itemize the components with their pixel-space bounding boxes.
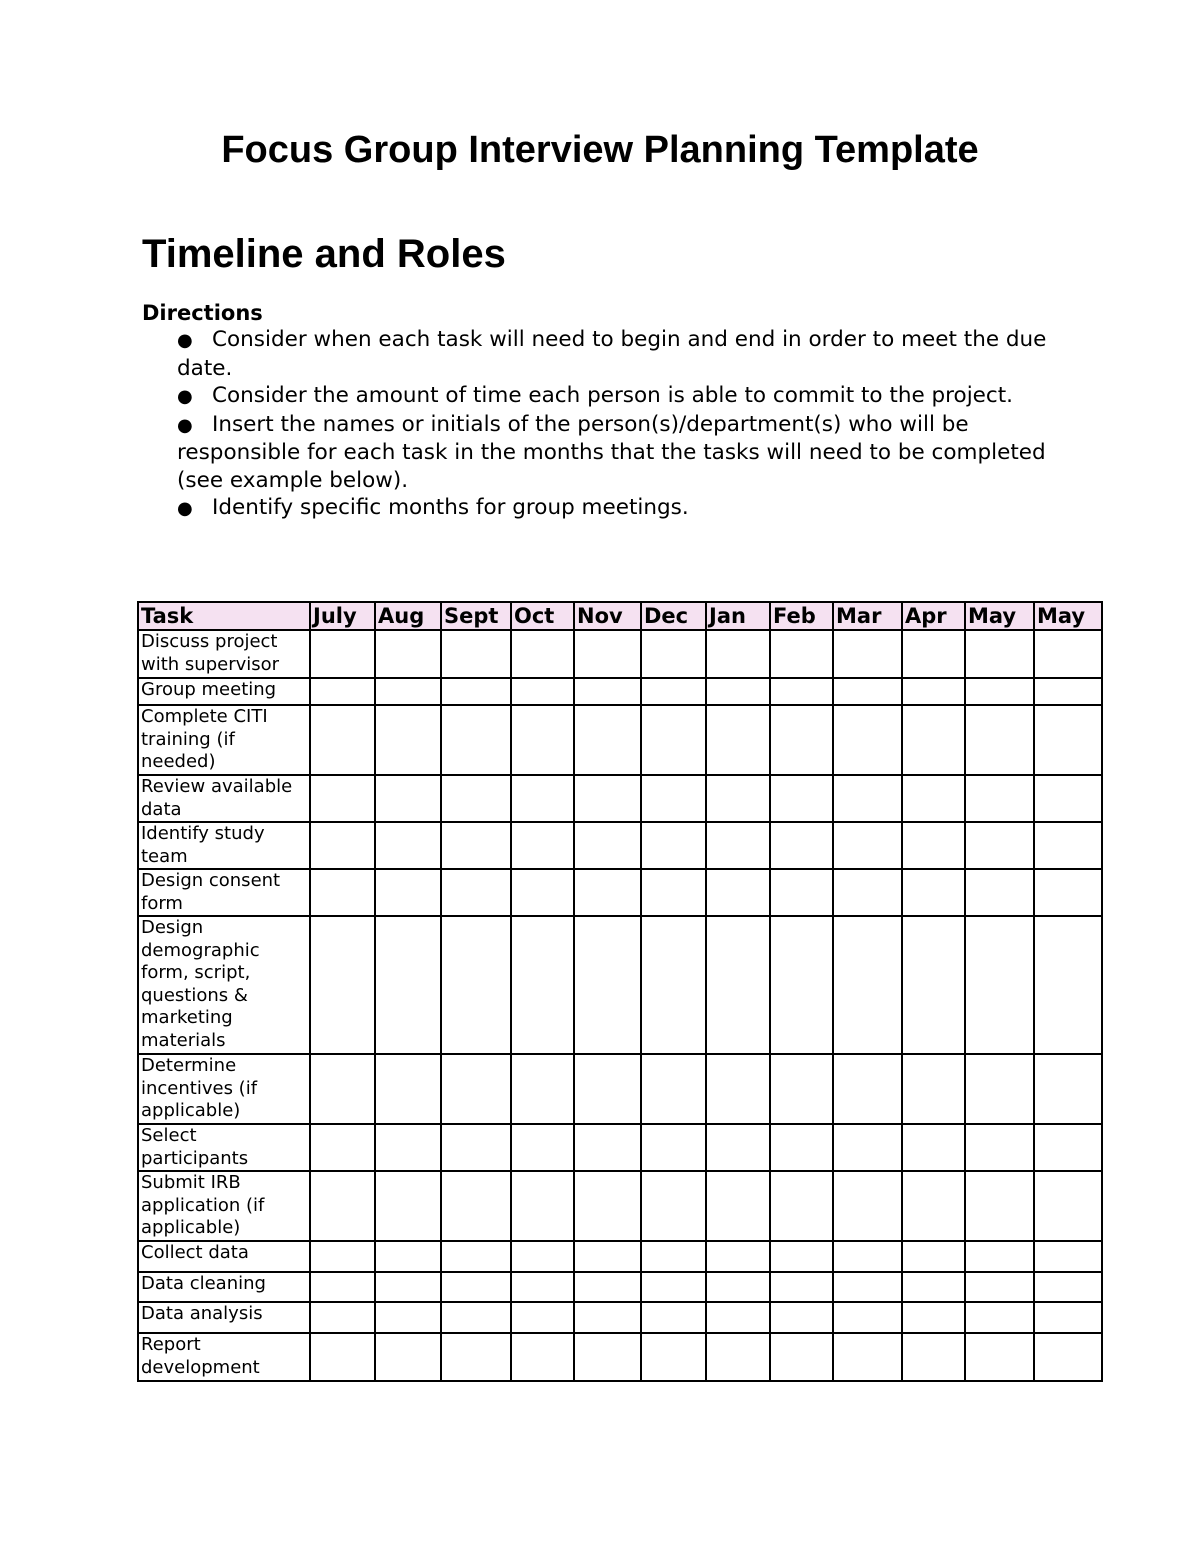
month-entry-cell[interactable] bbox=[574, 916, 641, 1054]
month-entry-cell[interactable] bbox=[641, 1333, 706, 1381]
month-entry-cell[interactable] bbox=[965, 1272, 1034, 1302]
table-row bbox=[138, 822, 1102, 869]
month-entry-cell[interactable] bbox=[770, 822, 833, 869]
month-entry-cell[interactable] bbox=[574, 1171, 641, 1241]
month-entry-cell[interactable] bbox=[965, 869, 1034, 916]
month-entry-cell[interactable] bbox=[902, 1054, 965, 1124]
month-header: Nov bbox=[574, 602, 641, 630]
month-header: Aug bbox=[375, 602, 441, 630]
month-entry-cell[interactable] bbox=[706, 916, 770, 1054]
month-entry-cell[interactable] bbox=[641, 705, 706, 775]
month-entry-cell[interactable] bbox=[310, 1124, 375, 1171]
month-entry-cell[interactable] bbox=[770, 1302, 833, 1333]
month-entry-cell[interactable] bbox=[511, 869, 574, 916]
month-entry-cell[interactable] bbox=[511, 678, 574, 705]
month-entry-cell[interactable] bbox=[833, 1241, 902, 1272]
task-name-cell: Group meeting bbox=[138, 678, 310, 705]
month-header: Sept bbox=[441, 602, 511, 630]
direction-item bbox=[177, 494, 1057, 523]
month-entry-cell[interactable] bbox=[574, 1272, 641, 1302]
month-entry-cell[interactable] bbox=[310, 916, 375, 1054]
month-entry-cell[interactable] bbox=[310, 822, 375, 869]
table-row bbox=[138, 678, 1102, 705]
section-heading: Timeline and Roles bbox=[142, 232, 506, 276]
bullet-icon: ● bbox=[177, 414, 193, 436]
month-entry-cell[interactable] bbox=[965, 1333, 1034, 1381]
month-entry-cell[interactable] bbox=[574, 1241, 641, 1272]
month-entry-cell[interactable] bbox=[574, 1302, 641, 1333]
month-entry-cell[interactable] bbox=[375, 1241, 441, 1272]
month-entry-cell[interactable] bbox=[706, 822, 770, 869]
month-entry-cell[interactable] bbox=[310, 678, 375, 705]
bullet-icon: ● bbox=[177, 498, 193, 519]
month-entry-cell[interactable] bbox=[375, 1272, 441, 1302]
month-entry-cell[interactable] bbox=[965, 1302, 1034, 1333]
month-entry-cell[interactable] bbox=[706, 1054, 770, 1124]
month-entry-cell[interactable] bbox=[375, 916, 441, 1054]
table-row bbox=[138, 1302, 1102, 1333]
month-entry-cell[interactable] bbox=[441, 1171, 511, 1241]
month-entry-cell[interactable] bbox=[641, 775, 706, 822]
month-entry-cell[interactable] bbox=[770, 1333, 833, 1381]
month-entry-cell[interactable] bbox=[574, 775, 641, 822]
month-entry-cell[interactable] bbox=[1034, 1333, 1102, 1381]
month-entry-cell[interactable] bbox=[902, 1171, 965, 1241]
month-entry-cell[interactable] bbox=[441, 1302, 511, 1333]
month-entry-cell[interactable] bbox=[706, 1241, 770, 1272]
month-entry-cell[interactable] bbox=[574, 1054, 641, 1124]
month-entry-cell[interactable] bbox=[902, 822, 965, 869]
month-entry-cell[interactable] bbox=[833, 1333, 902, 1381]
task-name-cell: Discuss project with supervisor bbox=[138, 630, 310, 678]
task-name-cell: Data cleaning bbox=[138, 1272, 310, 1302]
month-entry-cell[interactable] bbox=[375, 1054, 441, 1124]
month-entry-cell[interactable] bbox=[706, 705, 770, 775]
month-entry-cell[interactable] bbox=[310, 1241, 375, 1272]
month-entry-cell[interactable] bbox=[641, 1124, 706, 1171]
month-header: Mar bbox=[833, 602, 902, 630]
table-row bbox=[138, 705, 1102, 775]
month-entry-cell[interactable] bbox=[441, 1333, 511, 1381]
month-entry-cell[interactable] bbox=[310, 630, 375, 678]
table-row bbox=[138, 1272, 1102, 1302]
task-name-cell: Identify study team bbox=[138, 822, 310, 869]
month-entry-cell[interactable] bbox=[706, 1302, 770, 1333]
month-entry-cell[interactable] bbox=[375, 705, 441, 775]
month-entry-cell[interactable] bbox=[965, 630, 1034, 678]
month-entry-cell[interactable] bbox=[770, 1241, 833, 1272]
month-entry-cell[interactable] bbox=[770, 1272, 833, 1302]
month-header: Feb bbox=[770, 602, 833, 630]
month-entry-cell[interactable] bbox=[706, 630, 770, 678]
month-entry-cell[interactable] bbox=[574, 1333, 641, 1381]
month-entry-cell[interactable] bbox=[706, 1171, 770, 1241]
table-row bbox=[138, 775, 1102, 822]
month-entry-cell[interactable] bbox=[310, 1272, 375, 1302]
month-entry-cell[interactable] bbox=[965, 1124, 1034, 1171]
month-entry-cell[interactable] bbox=[965, 1171, 1034, 1241]
month-entry-cell[interactable] bbox=[902, 1272, 965, 1302]
task-name-cell: Determine incentives (if applicable) bbox=[138, 1054, 310, 1124]
month-entry-cell[interactable] bbox=[1034, 869, 1102, 916]
month-entry-cell[interactable] bbox=[310, 1302, 375, 1333]
month-entry-cell[interactable] bbox=[511, 1272, 574, 1302]
direction-text: Identify specific months for group meetings. bbox=[212, 495, 689, 520]
month-entry-cell[interactable] bbox=[902, 916, 965, 1054]
task-name-cell: Complete CITI training (if needed) bbox=[138, 705, 310, 775]
month-entry-cell[interactable] bbox=[1034, 630, 1102, 678]
table-row bbox=[138, 1333, 1102, 1381]
month-entry-cell[interactable] bbox=[902, 775, 965, 822]
month-entry-cell[interactable] bbox=[441, 705, 511, 775]
task-column-header: Task bbox=[138, 602, 310, 630]
task-name-cell: Submit IRB application (if applicable) bbox=[138, 1171, 310, 1241]
table-row bbox=[138, 869, 1102, 916]
table-row bbox=[138, 1124, 1102, 1171]
month-entry-cell[interactable] bbox=[833, 678, 902, 705]
month-header: July bbox=[310, 602, 375, 630]
month-entry-cell[interactable] bbox=[641, 916, 706, 1054]
month-entry-cell[interactable] bbox=[375, 1333, 441, 1381]
month-entry-cell[interactable] bbox=[706, 1124, 770, 1171]
month-entry-cell[interactable] bbox=[902, 705, 965, 775]
direction-text: Consider the amount of time each person is able to commit to the project. bbox=[212, 383, 1013, 408]
month-entry-cell[interactable] bbox=[965, 916, 1034, 1054]
month-entry-cell[interactable] bbox=[511, 1124, 574, 1171]
month-entry-cell[interactable] bbox=[511, 916, 574, 1054]
month-entry-cell[interactable] bbox=[1034, 916, 1102, 1054]
month-entry-cell[interactable] bbox=[1034, 1272, 1102, 1302]
month-entry-cell[interactable] bbox=[511, 775, 574, 822]
month-entry-cell[interactable] bbox=[1034, 678, 1102, 705]
month-entry-cell[interactable] bbox=[641, 869, 706, 916]
month-entry-cell[interactable] bbox=[511, 1333, 574, 1381]
month-entry-cell[interactable] bbox=[706, 678, 770, 705]
month-entry-cell[interactable] bbox=[770, 630, 833, 678]
month-entry-cell[interactable] bbox=[902, 1302, 965, 1333]
month-entry-cell[interactable] bbox=[441, 822, 511, 869]
month-entry-cell[interactable] bbox=[441, 1241, 511, 1272]
month-entry-cell[interactable] bbox=[375, 1124, 441, 1171]
month-entry-cell[interactable] bbox=[1034, 775, 1102, 822]
month-entry-cell[interactable] bbox=[706, 1272, 770, 1302]
month-header: May bbox=[1034, 602, 1102, 630]
document-title: Focus Group Interview Planning Template bbox=[221, 129, 979, 171]
month-entry-cell[interactable] bbox=[375, 869, 441, 916]
month-entry-cell[interactable] bbox=[902, 1241, 965, 1272]
month-entry-cell[interactable] bbox=[511, 1302, 574, 1333]
task-name-cell: Design demographic form, script, questions & marketing materials bbox=[138, 916, 310, 1054]
month-entry-cell[interactable] bbox=[641, 1272, 706, 1302]
month-entry-cell[interactable] bbox=[641, 822, 706, 869]
month-entry-cell[interactable] bbox=[641, 1241, 706, 1272]
month-entry-cell[interactable] bbox=[375, 1302, 441, 1333]
month-header: May bbox=[965, 602, 1034, 630]
direction-item bbox=[177, 382, 1057, 411]
table-row bbox=[138, 1241, 1102, 1272]
month-entry-cell[interactable] bbox=[770, 705, 833, 775]
month-entry-cell[interactable] bbox=[574, 705, 641, 775]
direction-text: Consider when each task will need to begin and end in order to meet the due date. bbox=[177, 327, 1047, 381]
month-entry-cell[interactable] bbox=[770, 1054, 833, 1124]
month-entry-cell[interactable] bbox=[641, 1054, 706, 1124]
month-entry-cell[interactable] bbox=[1034, 1171, 1102, 1241]
month-entry-cell[interactable] bbox=[1034, 705, 1102, 775]
month-entry-cell[interactable] bbox=[833, 1054, 902, 1124]
table-row bbox=[138, 1171, 1102, 1241]
month-entry-cell[interactable] bbox=[511, 630, 574, 678]
month-entry-cell[interactable] bbox=[770, 916, 833, 1054]
month-entry-cell[interactable] bbox=[770, 1171, 833, 1241]
month-entry-cell[interactable] bbox=[1034, 1124, 1102, 1171]
month-entry-cell[interactable] bbox=[574, 1124, 641, 1171]
month-entry-cell[interactable] bbox=[902, 869, 965, 916]
month-entry-cell[interactable] bbox=[965, 705, 1034, 775]
month-entry-cell[interactable] bbox=[375, 1171, 441, 1241]
table-row bbox=[138, 630, 1102, 678]
month-entry-cell[interactable] bbox=[833, 1272, 902, 1302]
month-entry-cell[interactable] bbox=[833, 916, 902, 1054]
month-entry-cell[interactable] bbox=[441, 775, 511, 822]
month-entry-cell[interactable] bbox=[441, 630, 511, 678]
month-entry-cell[interactable] bbox=[1034, 1241, 1102, 1272]
month-entry-cell[interactable] bbox=[574, 630, 641, 678]
month-entry-cell[interactable] bbox=[1034, 1302, 1102, 1333]
month-header: Oct bbox=[511, 602, 574, 630]
month-header: Apr bbox=[902, 602, 965, 630]
month-entry-cell[interactable] bbox=[641, 1171, 706, 1241]
month-entry-cell[interactable] bbox=[965, 822, 1034, 869]
month-entry-cell[interactable] bbox=[441, 869, 511, 916]
month-entry-cell[interactable] bbox=[375, 630, 441, 678]
month-entry-cell[interactable] bbox=[511, 705, 574, 775]
month-entry-cell[interactable] bbox=[833, 1171, 902, 1241]
month-entry-cell[interactable] bbox=[310, 1171, 375, 1241]
month-entry-cell[interactable] bbox=[965, 678, 1034, 705]
month-entry-cell[interactable] bbox=[1034, 1054, 1102, 1124]
table-body bbox=[138, 630, 1102, 1381]
month-entry-cell[interactable] bbox=[902, 1124, 965, 1171]
month-entry-cell[interactable] bbox=[375, 822, 441, 869]
month-entry-cell[interactable] bbox=[641, 678, 706, 705]
month-entry-cell[interactable] bbox=[1034, 822, 1102, 869]
month-entry-cell[interactable] bbox=[902, 678, 965, 705]
month-entry-cell[interactable] bbox=[310, 775, 375, 822]
month-entry-cell[interactable] bbox=[441, 916, 511, 1054]
month-entry-cell[interactable] bbox=[965, 1054, 1034, 1124]
month-header: Dec bbox=[641, 602, 706, 630]
month-entry-cell[interactable] bbox=[375, 775, 441, 822]
month-entry-cell[interactable] bbox=[833, 869, 902, 916]
table-header-row bbox=[138, 602, 1102, 630]
month-entry-cell[interactable] bbox=[902, 1333, 965, 1381]
timeline-table bbox=[137, 601, 1103, 1382]
directions-label: Directions bbox=[142, 301, 263, 325]
month-entry-cell[interactable] bbox=[511, 822, 574, 869]
month-entry-cell[interactable] bbox=[574, 678, 641, 705]
month-entry-cell[interactable] bbox=[511, 1054, 574, 1124]
task-name-cell: Review available data bbox=[138, 775, 310, 822]
task-name-cell: Select participants bbox=[138, 1124, 310, 1171]
month-entry-cell[interactable] bbox=[511, 1171, 574, 1241]
month-entry-cell[interactable] bbox=[833, 822, 902, 869]
month-entry-cell[interactable] bbox=[375, 678, 441, 705]
month-entry-cell[interactable] bbox=[574, 869, 641, 916]
month-entry-cell[interactable] bbox=[706, 775, 770, 822]
bullet-icon: ● bbox=[177, 386, 193, 407]
month-entry-cell[interactable] bbox=[441, 1054, 511, 1124]
directions-list bbox=[177, 326, 1057, 523]
month-entry-cell[interactable] bbox=[706, 869, 770, 916]
task-name-cell: Collect data bbox=[138, 1241, 310, 1272]
month-entry-cell[interactable] bbox=[441, 678, 511, 705]
month-entry-cell[interactable] bbox=[770, 1124, 833, 1171]
month-entry-cell[interactable] bbox=[641, 630, 706, 678]
month-entry-cell[interactable] bbox=[574, 822, 641, 869]
month-entry-cell[interactable] bbox=[441, 1272, 511, 1302]
bullet-icon: ● bbox=[177, 330, 193, 351]
month-entry-cell[interactable] bbox=[511, 1241, 574, 1272]
month-entry-cell[interactable] bbox=[833, 705, 902, 775]
direction-text: Insert the names or initials of the person(s)/department(s) who will be responsible for each task in the months that the tasks will need to be completed (see example below). bbox=[177, 411, 1046, 493]
direction-item bbox=[177, 326, 1057, 382]
table-row bbox=[138, 916, 1102, 1054]
month-entry-cell[interactable] bbox=[770, 775, 833, 822]
month-entry-cell[interactable] bbox=[965, 775, 1034, 822]
month-entry-cell[interactable] bbox=[833, 775, 902, 822]
month-entry-cell[interactable] bbox=[441, 1124, 511, 1171]
month-entry-cell[interactable] bbox=[833, 630, 902, 678]
task-name-cell: Report development bbox=[138, 1333, 310, 1381]
month-entry-cell[interactable] bbox=[833, 1302, 902, 1333]
month-entry-cell[interactable] bbox=[310, 1054, 375, 1124]
month-entry-cell[interactable] bbox=[706, 1333, 770, 1381]
month-entry-cell[interactable] bbox=[641, 1302, 706, 1333]
month-entry-cell[interactable] bbox=[310, 1333, 375, 1381]
month-entry-cell[interactable] bbox=[770, 869, 833, 916]
month-entry-cell[interactable] bbox=[833, 1124, 902, 1171]
task-name-cell: Design consent form bbox=[138, 869, 310, 916]
month-entry-cell[interactable] bbox=[770, 678, 833, 705]
direction-item bbox=[177, 411, 1057, 495]
month-entry-cell[interactable] bbox=[902, 630, 965, 678]
month-entry-cell[interactable] bbox=[965, 1241, 1034, 1272]
task-name-cell: Data analysis bbox=[138, 1302, 310, 1333]
table-row bbox=[138, 1054, 1102, 1124]
month-header: Jan bbox=[706, 602, 770, 630]
month-entry-cell[interactable] bbox=[310, 705, 375, 775]
month-entry-cell[interactable] bbox=[310, 869, 375, 916]
